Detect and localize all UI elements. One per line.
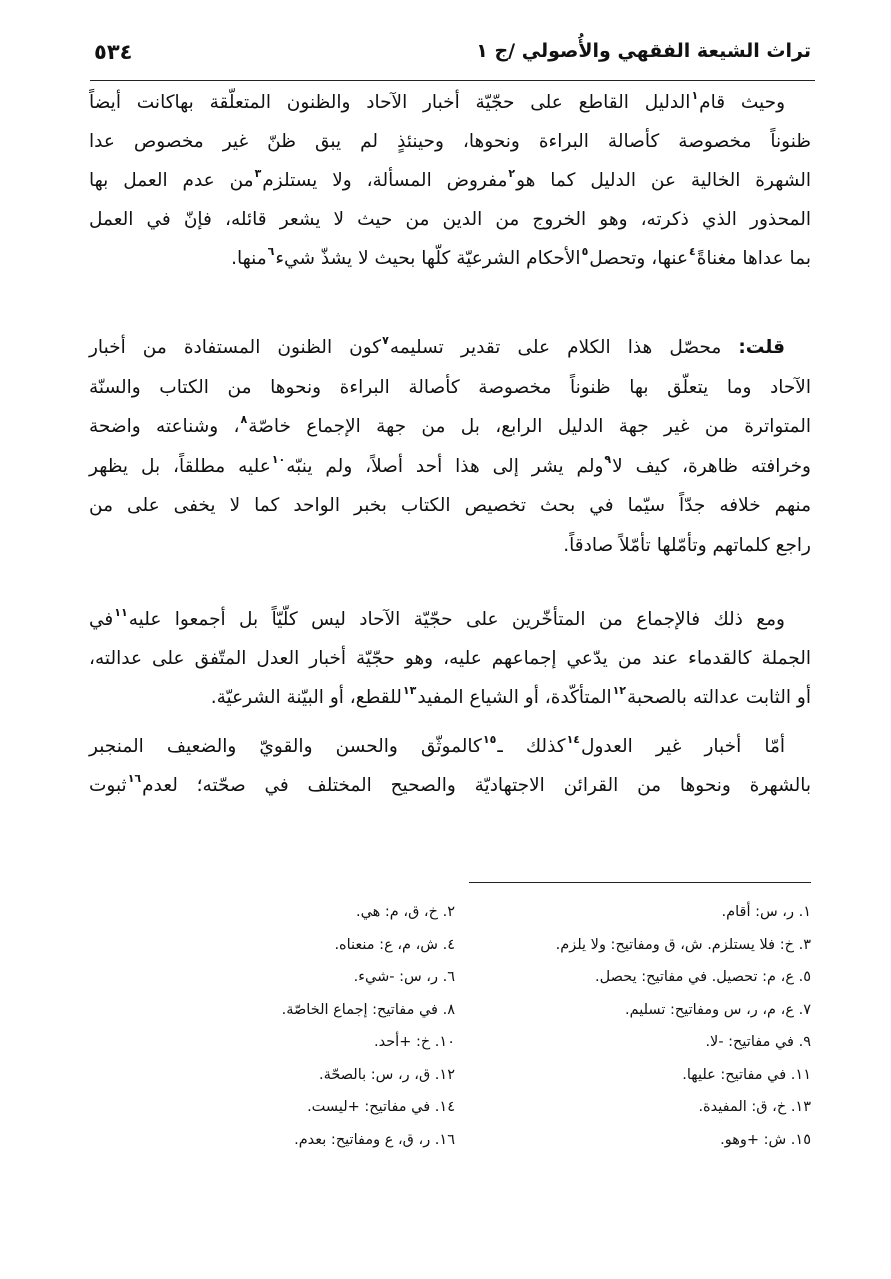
footnote: ١٦. ر، ق، ع ومفاتيح: بعدم. xyxy=(294,1131,455,1148)
text-run: بما عداها مغناةً xyxy=(696,248,811,269)
footnote-ref: ١٢ xyxy=(612,684,627,697)
footnote-ref: ١٥ xyxy=(482,733,497,746)
footnote-ref: ٥ xyxy=(581,245,589,258)
footnote: ١١. في مفاتيح: عليها. xyxy=(682,1066,811,1083)
text-run: الشهرة الخالية عن الدليل كما هو xyxy=(516,170,812,191)
text-line xyxy=(89,205,811,235)
footnote-ref: ١٤ xyxy=(566,733,581,746)
text-run: كذلك ـ xyxy=(497,736,566,757)
text-line xyxy=(89,732,811,762)
footnote-ref: ١٦ xyxy=(127,772,142,785)
footnote: ٢. خ، ق، م: هي. xyxy=(355,904,455,920)
text-line xyxy=(89,452,811,482)
page-number: ٥٣٤ xyxy=(94,40,133,64)
text-run: من عدم العمل بها xyxy=(89,170,254,191)
footnote: ٥. ع، م: تحصيل. في مفاتيح: يحصل. xyxy=(595,969,811,985)
footnote-ref: ٢ xyxy=(508,167,516,180)
text-run: عليه مطلقاً، بل يظهر xyxy=(89,456,271,477)
text-run: مفروض المسألة، ولا يستلزم xyxy=(262,170,508,191)
text-run: بالشهرة ونحوها من القرائن الاجتهاديّة والصحيح المختلف في صحّته؛ لعدم xyxy=(142,775,811,796)
footnote-ref: ٨ xyxy=(240,413,248,426)
text-run: ثبوت xyxy=(89,775,127,796)
text-run: أو الثابت عدالته بالصحبة xyxy=(627,687,811,708)
text-line xyxy=(89,412,811,442)
text-line xyxy=(89,88,811,118)
footnote-ref: ٧ xyxy=(382,334,389,347)
text-run: راجع كلماتهم وتأمّلها تأمّلاً صادقاً. xyxy=(563,535,811,556)
footnote: ٤. ش، م، ع: منعناه. xyxy=(334,936,455,953)
text-line xyxy=(89,683,811,713)
footnote-ref: ١ xyxy=(691,89,699,102)
footnote-ref: ٩ xyxy=(604,453,612,466)
lead-word: قلت: xyxy=(738,337,785,358)
footnote-ref: ٦ xyxy=(267,245,275,258)
footnote-separator xyxy=(469,882,811,883)
text-run: الدليل القاطع على حجّيّة أخبار الآحاد والظنون المتعلّقة بهاكانت أيضاً xyxy=(89,92,691,113)
text-line xyxy=(89,373,811,403)
text-run: الجملة كالقدماء عند من يدّعي إجماعهم عليه، وهو حجّيّة أخبار العدل المتّفق على عدالته، xyxy=(89,648,811,669)
text-run: منها. xyxy=(231,248,267,269)
text-line xyxy=(89,605,811,635)
text-run: كالموثّق والحسن والقويّ والضعيف المنجبر xyxy=(89,736,482,757)
text-line xyxy=(89,166,811,196)
text-run: المحذور الذي ذكرته، وهو الخروج من الدين من حيث لا يشعر قائله، فإنّ في العمل xyxy=(89,209,811,230)
footnote-ref: ١١ xyxy=(114,606,128,619)
footnote: ٩. في مفاتيح: -لا. xyxy=(705,1034,811,1050)
text-run: عنها، وتحصل xyxy=(589,248,688,269)
text-run: ، وشناعته واضحة xyxy=(89,416,240,437)
text-run: كون الظنون المستفادة من أخبار xyxy=(89,337,382,358)
footnote: ٦. ر، س: -شيء. xyxy=(353,969,455,985)
text-run: ولم يشر إلى هذا أحد أصلاً، ولم ينبّه xyxy=(286,456,604,477)
footnote: ١٥. ش: +وهو. xyxy=(720,1131,811,1148)
footnote: ٣. خ: فلا يستلزم. ش، ق ومفاتيح: ولا يلزم. xyxy=(555,936,811,953)
footnote: ١٠. خ: +أحد. xyxy=(373,1034,455,1050)
text-line xyxy=(89,491,811,521)
footnote: ١. ر، س: أقام. xyxy=(721,904,811,920)
footnote-ref: ١٠ xyxy=(271,453,286,466)
footnote-ref: ٤ xyxy=(689,245,696,258)
text-run: محصّل هذا الكلام على تقدير تسليمه xyxy=(389,337,739,358)
footnote: ٨. في مفاتيح: إجماع الخاصّة. xyxy=(281,1001,455,1018)
footnote: ١٣. خ، ق: المفيدة. xyxy=(698,1099,811,1115)
text-run: ظنوناً مخصوصة كأصالة البراءة ونحوها، وحينئذٍ لم يبق ظنّ غير مخصوص عدا xyxy=(89,131,811,152)
text-run: منهم خلافه جدّاً سيّما في بحث تخصيص الكتاب بخبر الواحد كما لا يخفى على من xyxy=(89,495,811,516)
text-run: أمّا أخبار غير العدول xyxy=(581,736,786,757)
text-line xyxy=(89,644,811,674)
text-run: المتأكّدة، أو الشياع المفيد xyxy=(417,687,612,708)
text-line xyxy=(89,333,811,363)
text-run: ومع ذلك فالإجماع من المتأخّرين على حجّيّة الآحاد ليس كلّيّاً بل أجمعوا عليه xyxy=(128,609,785,630)
footnote: ١٢. ق، ر، س: بالصحّة. xyxy=(318,1066,455,1083)
text-run: المتواترة من غير جهة الدليل الرابع، بل من جهة الإجماع خاصّة xyxy=(248,416,811,437)
text-run: وحيث قام xyxy=(699,92,786,113)
text-run: في xyxy=(89,609,114,630)
running-title: تراث الشيعة الفقهي والأُصولي /ج ١ xyxy=(476,40,811,62)
footnote-ref: ٣ xyxy=(254,167,262,180)
text-line xyxy=(89,244,811,274)
footnote: ٧. ع، م، ر، س ومفاتيح: تسليم. xyxy=(624,1001,811,1018)
header-rule xyxy=(90,80,815,81)
footnote-ref: ١٣ xyxy=(402,684,417,697)
text-line xyxy=(89,531,811,561)
text-run: وخرافته ظاهرة، كيف لا xyxy=(612,456,811,477)
text-line xyxy=(89,771,811,801)
footnote: ١٤. في مفاتيح: +ليست. xyxy=(307,1099,455,1115)
text-run: الأحكام الشرعيّة كلّها بحيث لا يشذّ شيء xyxy=(275,248,581,269)
text-run: للقطع، أو البيّنة الشرعيّة. xyxy=(210,687,402,708)
text-line xyxy=(89,127,811,157)
text-run: الآحاد وما يتعلّق بها ظنوناً مخصوصة كأصالة البراءة ونحوها من الكتاب والسنّة xyxy=(89,377,811,398)
